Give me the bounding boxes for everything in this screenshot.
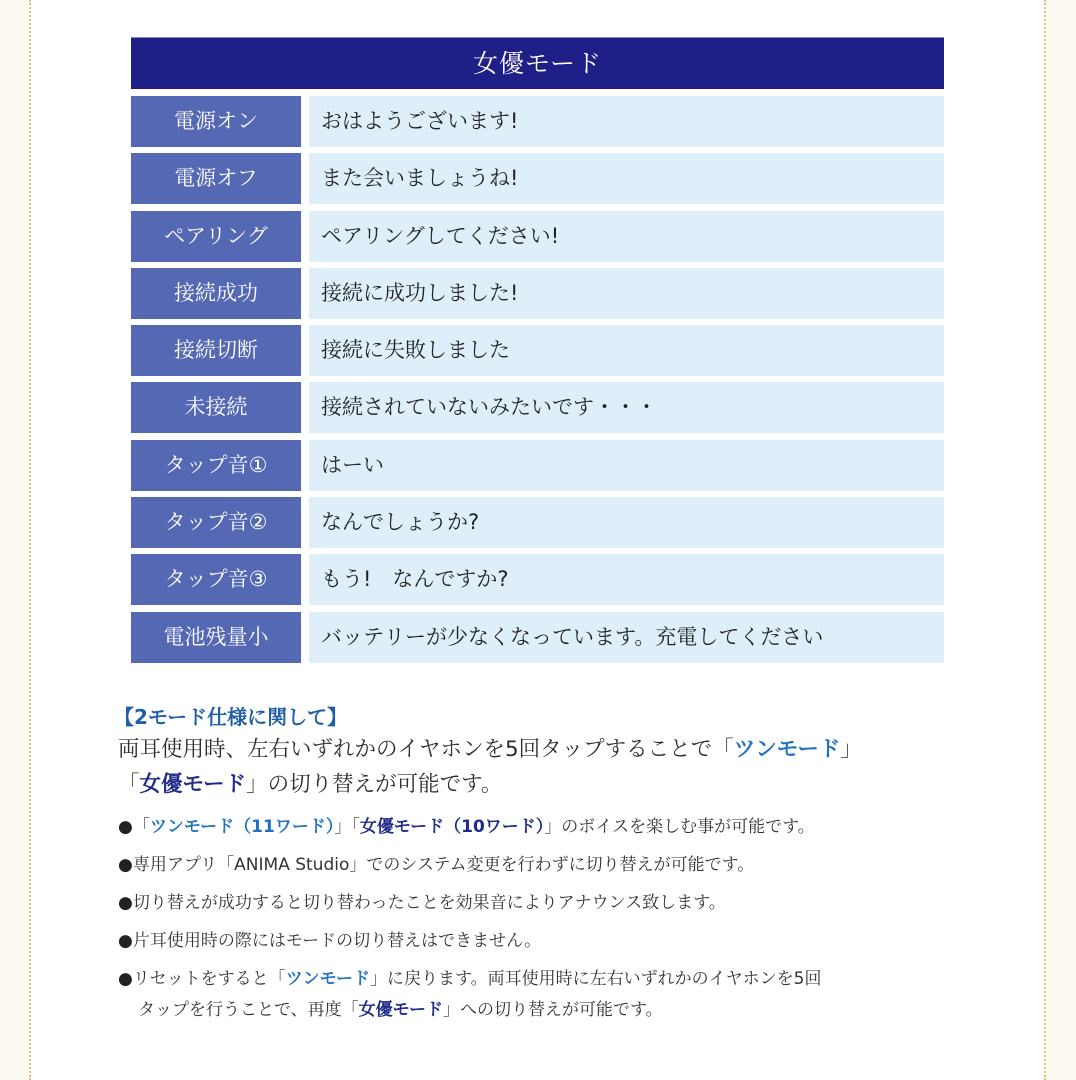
bullet-text: 」に戻ります。両耳使用時に左右いずれかのイヤホンを5回 [370,969,822,989]
lead-text: 「 [118,772,140,797]
row-value: 接続に失敗しました [309,325,944,376]
page-panel [29,0,1046,1080]
bullet-dot-icon: ● [118,931,133,951]
bullet-item [118,922,998,960]
joyu-mode-highlight: 女優モード（10ワード） [359,817,545,837]
row-value: 接続されていないみたいです・・・ [309,382,944,433]
row-value: ペアリングしてください! [309,211,944,262]
table-row [131,268,944,319]
joyu-mode-highlight: 女優モード [139,772,247,797]
table-row [131,440,944,491]
notes-bullet-list [118,808,998,1026]
bullet-item [118,846,998,884]
bullet-dot-icon: ● [118,969,133,989]
row-label: 未接続 [131,382,301,433]
tsun-mode-highlight: ツンモード [285,969,371,989]
table-row [131,96,944,147]
bullet-dot-icon: ● [118,817,133,837]
lead-text: 」 [840,737,862,762]
bullet-text: 」への切り替えが可能です。 [443,1000,663,1020]
row-label: 接続成功 [131,268,301,319]
lead-text: 両耳使用時、左右いずれかのイヤホンを5回タップすることで「 [118,737,734,762]
bullet-text: 切り替えが成功すると切り替わったことを効果音によりアナウンス致します。 [132,893,726,913]
bullet-text: 「 [132,817,150,837]
voice-table [131,38,944,669]
table-row [131,211,944,262]
table-row [131,554,944,605]
row-value: バッテリーが少なくなっています。充電してください [309,612,944,663]
table-row [131,153,944,204]
row-label: 電源オフ [131,153,301,204]
joyu-mode-highlight: 女優モード [358,1000,443,1020]
row-label: 電源オン [131,96,301,147]
mode-notes [114,702,998,1026]
bullet-dot-icon: ● [118,855,133,875]
tsun-mode-highlight: ツンモード（11ワード） [149,817,335,837]
table-rows [131,96,944,663]
bullet-dot-icon: ● [118,893,133,913]
bullet-text: 」「 [334,817,360,837]
bullet-item [118,808,998,846]
bullet-text: リセットをすると「 [132,969,286,989]
bullet-text: 専用アプリ「ANIMA Studio」でのシステム変更を行わずに切り替えが可能です。 [132,855,755,875]
row-value: なんでしょうか? [309,497,944,548]
notes-lead-paragraph [118,732,998,802]
tsun-mode-highlight: ツンモード [733,737,841,762]
table-row [131,497,944,548]
table-row [131,325,944,376]
row-value: 接続に成功しました! [309,268,944,319]
row-label: 接続切断 [131,325,301,376]
row-value: また会いましょうね! [309,153,944,204]
row-value: おはようございます! [309,96,944,147]
row-value: もう! なんですか? [309,554,944,605]
row-label: タップ音① [131,440,301,491]
table-row [131,382,944,433]
row-label: 電池残量小 [131,612,301,663]
bullet-item [118,960,998,1026]
lead-text: 」の切り替えが可能です。 [246,772,503,797]
bullet-text: 」のボイスを楽しむ事が可能です。 [544,817,815,837]
table-title: 女優モード [131,38,944,89]
bullet-text: タップを行うことで、再度「 [138,1000,359,1020]
row-value: はーい [309,440,944,491]
row-label: ペアリング [131,211,301,262]
notes-heading: 【2モード仕様に関して】 [114,705,348,729]
row-label: タップ音③ [131,554,301,605]
bullet-text: 片耳使用時の際にはモードの切り替えはできません。 [132,931,542,951]
table-row [131,612,944,663]
bullet-continuation [118,994,998,1026]
bullet-item [118,884,998,922]
row-label: タップ音② [131,497,301,548]
